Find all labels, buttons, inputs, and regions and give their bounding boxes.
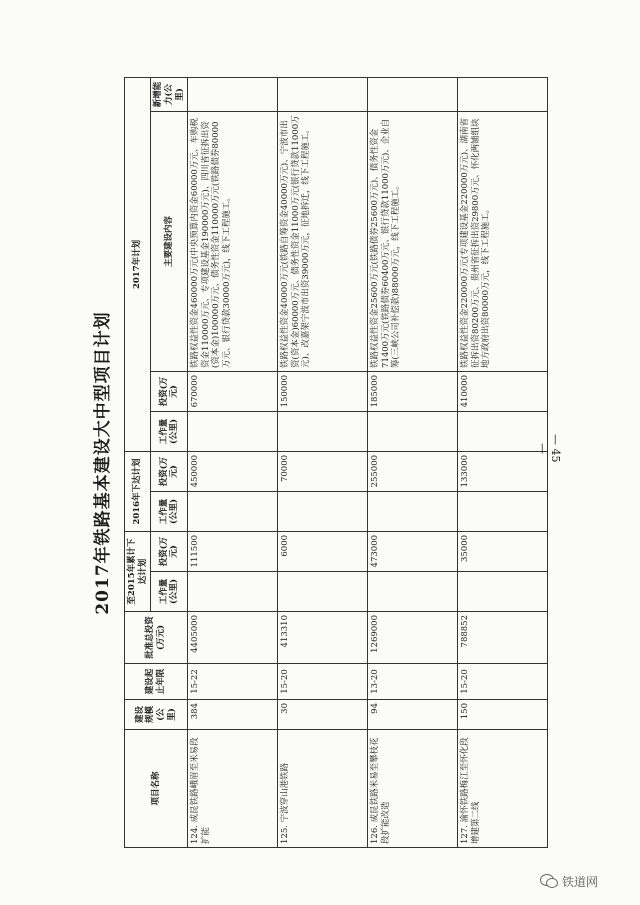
cell-investment-2016: 70000 [278, 451, 368, 491]
cell-workload-2015 [458, 572, 548, 612]
cell-new-capacity [458, 77, 548, 111]
cell-investment-2017: 185000 [368, 371, 458, 411]
cell-workload-2017 [278, 411, 368, 451]
cell-content: 铁路权益性资金25600万元(铁路债券25600万元)、债务性资金71400万元(铁路债券60400万元、银行贷款11000万元)、企业自筹(三峡公司补偿款)88000万元，线下工程施工。 [368, 111, 458, 371]
project-plan-table [124, 77, 548, 848]
header-period: 建设起止年限 [125, 664, 188, 700]
table-row [368, 77, 458, 847]
header-workload-2017: 工作量(公里) [151, 411, 188, 451]
cell-period: 15-20 [458, 664, 548, 700]
cell-workload-2016 [188, 491, 278, 531]
cell-project-name: 124. 成昆铁路峨眉至米易段扩能 [188, 730, 278, 848]
cell-investment-2015: 111500 [188, 531, 278, 571]
cell-workload-2015 [368, 572, 458, 612]
cell-scale: 384 [188, 700, 278, 730]
header-content: 主要建设内容 [151, 111, 188, 371]
cell-scale: 30 [278, 700, 368, 730]
watermark [540, 870, 598, 892]
cell-total-investment: 4405000 [188, 612, 278, 664]
header-total-investment: 批准总投资(万元) [125, 612, 188, 664]
header-new-capacity: 新增能力(公里) [151, 77, 188, 111]
page-number: — 45 — [536, 433, 562, 463]
cell-investment-2015: 473000 [368, 531, 458, 571]
header-investment-2015: 投资(万元) [151, 531, 188, 571]
cell-new-capacity [278, 77, 368, 111]
cell-workload-2017 [368, 411, 458, 451]
cell-content: 铁路权益性资金40000万元(铁路自筹资金40000万元)、宁波市出资(资本金)60000万元、债务性资金11000万元(银行贷款11000万元)、改嘉架宁波市出资39000万元，征地拆迁，线下工程施工。 [278, 111, 368, 371]
cell-investment-2015: 35000 [458, 531, 548, 571]
header-group-2015: 至2015年累计下达计划 [125, 531, 151, 611]
table-row [278, 77, 368, 847]
watermark-text: 铁道网 [562, 874, 599, 889]
document-title: 2017年铁路基本建设大中型项目计划 [93, 311, 113, 615]
header-investment-2017: 投资(万元) [151, 371, 188, 411]
cell-workload-2017 [188, 411, 278, 451]
cell-workload-2016 [278, 491, 368, 531]
cell-total-investment: 788852 [458, 612, 548, 664]
cell-investment-2017: 410000 [458, 371, 548, 411]
cell-investment-2016: 255000 [368, 451, 458, 491]
cell-workload-2015 [278, 572, 368, 612]
cell-investment-2017: 670000 [188, 371, 278, 411]
cell-project-name: 126. 成昆铁路米易至攀枝花段扩能改造 [368, 730, 458, 848]
cell-period: 15-22 [188, 664, 278, 700]
cell-new-capacity [188, 77, 278, 111]
cell-project-name: 125. 宁波穿山港铁路 [278, 730, 368, 848]
cell-total-investment: 1269000 [368, 612, 458, 664]
header-group-2017: 2017年计划 [125, 77, 151, 451]
cell-period: 15-20 [278, 664, 368, 700]
cell-project-name: 127. 渝怀铁路梅江至怀化段增建第二线 [458, 730, 548, 848]
cell-investment-2016: 133000 [458, 451, 548, 491]
cell-new-capacity [368, 77, 458, 111]
header-group-2016: 2016年下达计划 [125, 451, 151, 531]
header-workload-2015: 工作量(公里) [151, 572, 188, 612]
rotated-sheet [88, 78, 508, 848]
cell-scale: 150 [458, 700, 548, 730]
header-project-name: 项目名称 [125, 730, 188, 848]
cell-workload-2015 [188, 572, 278, 612]
cell-workload-2016 [458, 491, 548, 531]
header-scale: 建设规模(公里) [125, 700, 188, 730]
cell-content: 铁路权益性资金460000万元(中央预算内资金60000万元、车购税资金110000万元、专项建设基金190000万元)、四川省征拆出资(资本金)100000万元、债务性资金110000万元(铁路债券80000万元、银行贷款30000万元)，线下工程施工。 [188, 111, 278, 371]
cell-investment-2016: 450000 [188, 451, 278, 491]
wechat-icon [540, 874, 558, 888]
header-investment-2016: 投资(万元) [151, 451, 188, 491]
cell-total-investment: 413310 [278, 612, 368, 664]
cell-investment-2017: 150000 [278, 371, 368, 411]
cell-period: 13-20 [368, 664, 458, 700]
cell-workload-2016 [368, 491, 458, 531]
cell-workload-2017 [458, 411, 548, 451]
header-workload-2016: 工作量(公里) [151, 491, 188, 531]
table-row [458, 77, 548, 847]
cell-content: 铁路权益性资金220000万元(专项建设基金220000万元)、湖南省征拆出资80200万元、贵州省征拆出资29800万元、怀化两铺组块地方政府出资80000万元，线下工程施工。 [458, 111, 548, 371]
cell-investment-2015: 6000 [278, 531, 368, 571]
table-row [188, 77, 278, 847]
cell-scale: 94 [368, 700, 458, 730]
